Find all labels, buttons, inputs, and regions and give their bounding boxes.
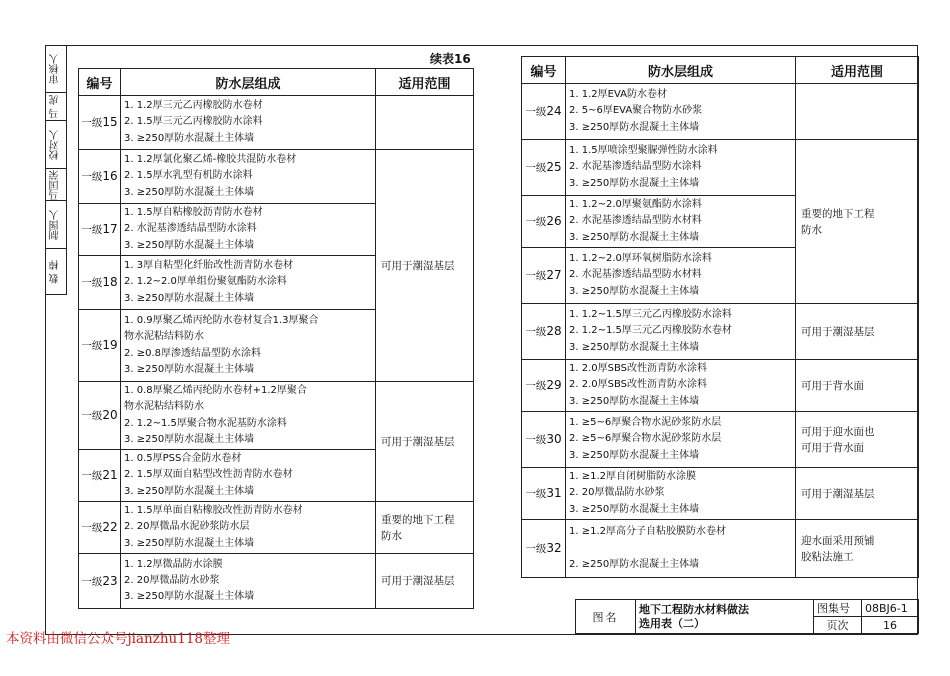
row-level: 一级	[525, 488, 547, 500]
row-scope	[796, 412, 919, 468]
row-composition	[121, 502, 376, 554]
row-level: 一级	[81, 171, 103, 183]
scope-line: 可用于潮湿基层	[381, 575, 455, 587]
row-level: 一级	[525, 543, 547, 555]
table-row	[79, 96, 474, 150]
table-row	[79, 150, 474, 204]
header-composition: 防水层组成	[566, 57, 796, 84]
row-composition	[121, 96, 376, 150]
row-scope	[796, 140, 919, 304]
table-row	[79, 502, 474, 554]
composition-line: 3. ≥250厚防水混凝土主体墙	[569, 121, 700, 133]
composition-line: 3. ≥250厚防水混凝土主体墙	[569, 395, 700, 407]
row-composition	[566, 412, 796, 468]
row-scope	[796, 84, 919, 140]
signature-cell	[45, 249, 66, 295]
row-code	[522, 140, 566, 196]
row-scope	[796, 520, 919, 578]
table-row	[522, 84, 919, 140]
row-number: 19	[102, 338, 118, 352]
row-level: 一级	[525, 380, 547, 392]
table-row	[522, 412, 919, 468]
composition-line: 1. 1.2~1.5厚三元乙丙橡胶防水涂料	[569, 309, 732, 321]
row-code	[522, 84, 566, 140]
composition-line	[569, 540, 795, 556]
composition-line: 2. 1.2~2.0厚单组份聚氨酯防水涂料	[124, 276, 287, 288]
scope-line: 可用于潮湿基层	[801, 325, 875, 338]
row-number: 25	[546, 160, 562, 174]
row-scope	[376, 150, 474, 382]
composition-line: 1. 1.5厚喷涂型聚脲弹性防水涂料	[569, 145, 718, 157]
row-composition	[121, 450, 376, 502]
composition-line: 3. ≥250厚防水混凝土主体墙	[569, 341, 700, 353]
row-number: 15	[102, 115, 118, 129]
header-code: 编号	[79, 69, 121, 96]
watermark-text: 本资料由微信公众号jianzhu118整理	[6, 631, 231, 647]
right-spec-table	[521, 56, 919, 578]
row-level: 一级	[81, 470, 103, 482]
table-row	[522, 468, 919, 520]
row-composition	[566, 520, 796, 578]
signature-text: 校对人	[50, 129, 61, 160]
row-code	[522, 360, 566, 412]
composition-line: 2. ≥5~6厚聚合物水泥砂浆防水层	[569, 433, 722, 445]
row-composition	[566, 304, 796, 360]
composition-line: 1. 1.2厚微晶防水涂膜	[124, 558, 223, 570]
composition-line: 2. 水泥基渗透结晶型防水材料	[569, 215, 702, 227]
row-number: 29	[546, 378, 562, 392]
composition-line: 2. ≥250厚防水混凝土主体墙	[569, 558, 700, 570]
composition-line: 3. ≥250厚防水混凝土主体墙	[569, 285, 700, 297]
composition-line: 3. ≥250厚防水混凝土主体墙	[124, 132, 255, 144]
row-code	[522, 520, 566, 578]
composition-line: 3. ≥250厚防水混凝土主体墙	[124, 363, 255, 375]
composition-line: 3. ≥250厚防水混凝土主体墙	[124, 292, 255, 304]
composition-line: 1. 1.2~2.0厚聚氨酯防水涂料	[569, 199, 702, 211]
row-code	[522, 248, 566, 304]
composition-line: 1. 2.0厚SBS改性沥青防水涂料	[569, 363, 708, 375]
composition-line: 3. ≥250厚防水混凝土主体墙	[124, 186, 255, 198]
row-level: 一级	[81, 277, 103, 289]
drawing-name-line1: 地下工程防水材料做法	[639, 602, 749, 616]
signature-text: 数 棒	[50, 259, 61, 284]
row-code	[522, 412, 566, 468]
row-code	[79, 204, 121, 256]
composition-line: 2. 水泥基渗透结晶型防水材料	[569, 269, 702, 281]
row-scope	[796, 468, 919, 520]
scope-line: 防水	[381, 529, 402, 542]
composition-line: 2. 1.2~1.5厚三元乙丙橡胶防水卷材	[569, 325, 732, 337]
composition-line: 3. ≥250厚防水混凝土主体墙	[124, 433, 255, 445]
header-scope: 适用范围	[376, 69, 474, 96]
row-level: 一级	[525, 270, 547, 282]
row-code	[79, 450, 121, 502]
row-composition	[566, 84, 796, 140]
scope-line: 可用于潮湿基层	[381, 435, 455, 448]
row-level: 一级	[81, 340, 103, 352]
composition-line: 2. 1.5厚水乳型有机防水涂料	[124, 170, 253, 182]
composition-line: 1. 0.5厚PSS合金防水卷材	[124, 453, 242, 465]
scope-line: 防水	[801, 223, 822, 236]
title-block	[575, 599, 919, 634]
table-row	[522, 140, 919, 196]
signature-text: 马国荣	[50, 169, 61, 200]
row-level: 一级	[525, 326, 547, 338]
composition-line: 物水泥粘结料防水	[124, 401, 204, 413]
row-code	[79, 502, 121, 554]
row-scope	[796, 304, 919, 360]
composition-line: 2. 5~6厚EVA聚合物防水砂浆	[569, 105, 703, 117]
table-row	[522, 304, 919, 360]
row-number: 20	[102, 408, 118, 422]
scope-line: 重要的地下工程	[801, 207, 875, 220]
page-number: 16	[862, 617, 919, 634]
composition-line: 2. 20厚微晶防水砂浆	[124, 574, 220, 586]
composition-line: 2. 1.2~1.5厚聚合物水泥基防水涂料	[124, 417, 287, 429]
composition-line: 1. ≥1.2厚高分子自粘胶膜防水卷材	[569, 526, 727, 538]
row-level: 一级	[525, 162, 547, 174]
scope-line: 重要的地下工程	[381, 513, 455, 526]
composition-line: 3. ≥250厚防水混凝土主体墙	[569, 231, 700, 243]
row-number: 32	[546, 541, 562, 555]
row-number: 31	[546, 486, 562, 500]
row-number: 17	[102, 222, 118, 236]
row-level: 一级	[81, 522, 103, 534]
signature-text: 制图人	[50, 209, 61, 240]
signature-strip	[45, 45, 67, 295]
row-composition	[566, 468, 796, 520]
row-code	[79, 150, 121, 204]
row-number: 16	[102, 169, 118, 183]
composition-line: 1. 1.2~2.0厚环氧树脂防水涂料	[569, 253, 712, 265]
scope-line: 迎水面采用预铺	[801, 534, 875, 547]
row-number: 26	[546, 214, 562, 228]
composition-line: 2. 2.0厚SBS改性沥青防水涂料	[569, 379, 708, 391]
composition-line: 2. ≥0.8厚渗透结晶型防水涂料	[124, 347, 262, 359]
left-spec-table	[78, 68, 474, 609]
page-label: 页次	[814, 617, 862, 634]
composition-line: 3. ≥250厚防水混凝土主体墙	[569, 503, 700, 515]
row-code	[79, 256, 121, 310]
scope-line: 可用于迎水面也	[801, 425, 875, 438]
row-composition	[121, 382, 376, 450]
row-level: 一级	[81, 224, 103, 236]
header-composition: 防水层组成	[121, 69, 376, 96]
signature-cell	[45, 93, 66, 121]
row-level: 一级	[81, 575, 103, 588]
row-composition	[566, 248, 796, 304]
row-scope	[376, 554, 474, 609]
composition-line: 3. ≥250厚防水混凝土主体墙	[124, 239, 255, 251]
row-scope	[376, 96, 474, 150]
drawing-name-line2: 选用表（二）	[639, 616, 705, 630]
composition-line: 1. 3厚自粘型化纤胎改性沥青防水卷材	[124, 260, 294, 272]
atlas-label: 图集号	[814, 600, 862, 617]
row-code	[79, 382, 121, 450]
row-number: 18	[102, 275, 118, 289]
row-composition	[121, 256, 376, 310]
row-code	[79, 554, 121, 609]
row-composition	[566, 360, 796, 412]
row-number: 30	[546, 432, 562, 446]
row-number: 27	[546, 268, 562, 282]
row-code	[79, 310, 121, 382]
composition-line: 2. 20厚微晶防水砂浆	[569, 487, 665, 499]
header-scope: 适用范围	[796, 57, 919, 84]
signature-cell	[45, 45, 66, 93]
row-composition	[566, 140, 796, 196]
row-composition	[121, 554, 376, 609]
atlas-number: 08BJ6-1	[862, 600, 919, 617]
composition-line: 1. 1.5厚单面自粘橡胶改性沥青防水卷材	[124, 505, 303, 517]
table-row	[79, 382, 474, 450]
scope-line: 可用于背水面	[801, 441, 864, 454]
composition-line: 2. 20厚微晶水泥砂浆防水层	[124, 521, 250, 533]
composition-line: 3. ≥250厚防水混凝土主体墙	[124, 591, 255, 603]
title-label: 图名	[576, 600, 636, 634]
row-composition	[566, 196, 796, 248]
composition-line: 1. 0.9厚聚乙烯丙纶防水卷材复合1.3厚聚合	[124, 315, 319, 327]
composition-line: 2. 水泥基渗透结晶型防水涂料	[569, 161, 702, 173]
composition-line: 3. ≥250厚防水混凝土主体墙	[124, 485, 255, 497]
row-level: 一级	[81, 410, 103, 422]
row-code	[522, 196, 566, 248]
row-composition	[121, 310, 376, 382]
composition-line: 1. 1.2厚EVA防水卷材	[569, 89, 667, 101]
composition-line: 2. 水泥基渗透结晶型防水涂料	[124, 223, 257, 235]
composition-line: 1. ≥5~6厚聚合物水泥砂浆防水层	[569, 417, 722, 429]
table-row	[522, 520, 919, 578]
scope-line: 胶粘法施工	[801, 550, 854, 563]
signature-text: 审核人	[50, 53, 61, 84]
continued-label: 续表16	[430, 52, 471, 66]
row-number: 28	[546, 324, 562, 338]
row-scope	[376, 502, 474, 554]
composition-line: 1. ≥1.2厚自闭树脂防水涂膜	[569, 471, 697, 483]
composition-line: 3. ≥250厚防水混凝土主体墙	[124, 537, 255, 549]
row-composition	[121, 204, 376, 256]
composition-line: 1. 1.2厚氯化聚乙烯-橡胶共混防水卷材	[124, 154, 297, 166]
row-number: 21	[102, 468, 118, 482]
drawing-name	[636, 600, 814, 634]
composition-line: 物水泥粘结料防水	[124, 331, 204, 343]
row-number: 24	[546, 104, 562, 118]
row-code	[79, 96, 121, 150]
composition-line: 1. 1.5厚自粘橡胶沥青防水卷材	[124, 207, 263, 219]
scope-line: 可用于背水面	[801, 379, 864, 392]
composition-line: 3. ≥250厚防水混凝土主体墙	[569, 449, 700, 461]
row-level: 一级	[525, 434, 547, 446]
row-code	[522, 468, 566, 520]
row-scope	[796, 360, 919, 412]
scope-line: 可用于潮湿基层	[801, 487, 875, 500]
row-composition	[121, 150, 376, 204]
composition-line: 2. 1.5厚双面自粘型改性沥青防水卷材	[124, 469, 293, 481]
table-row	[79, 554, 474, 609]
composition-line: 1. 1.2厚三元乙丙橡胶防水卷材	[124, 100, 263, 112]
row-number: 23	[102, 573, 118, 588]
header-code: 编号	[522, 57, 566, 84]
signature-text: 马 虎	[50, 94, 61, 119]
row-level: 一级	[81, 117, 103, 129]
row-level: 一级	[525, 216, 547, 228]
signature-cell	[45, 121, 66, 169]
scope-line: 可用于潮湿基层	[381, 259, 455, 272]
table-row	[522, 360, 919, 412]
signature-cell	[45, 169, 66, 201]
signature-cell	[45, 201, 66, 249]
composition-line: 2. 1.5厚三元乙丙橡胶防水涂料	[124, 116, 263, 128]
row-code	[522, 304, 566, 360]
row-scope	[376, 382, 474, 502]
row-number: 22	[102, 520, 118, 534]
composition-line: 1. 0.8厚聚乙烯丙纶防水卷材+1.2厚聚合	[124, 385, 307, 397]
row-level: 一级	[525, 106, 547, 118]
composition-line: 3. ≥250厚防水混凝土主体墙	[569, 177, 700, 189]
